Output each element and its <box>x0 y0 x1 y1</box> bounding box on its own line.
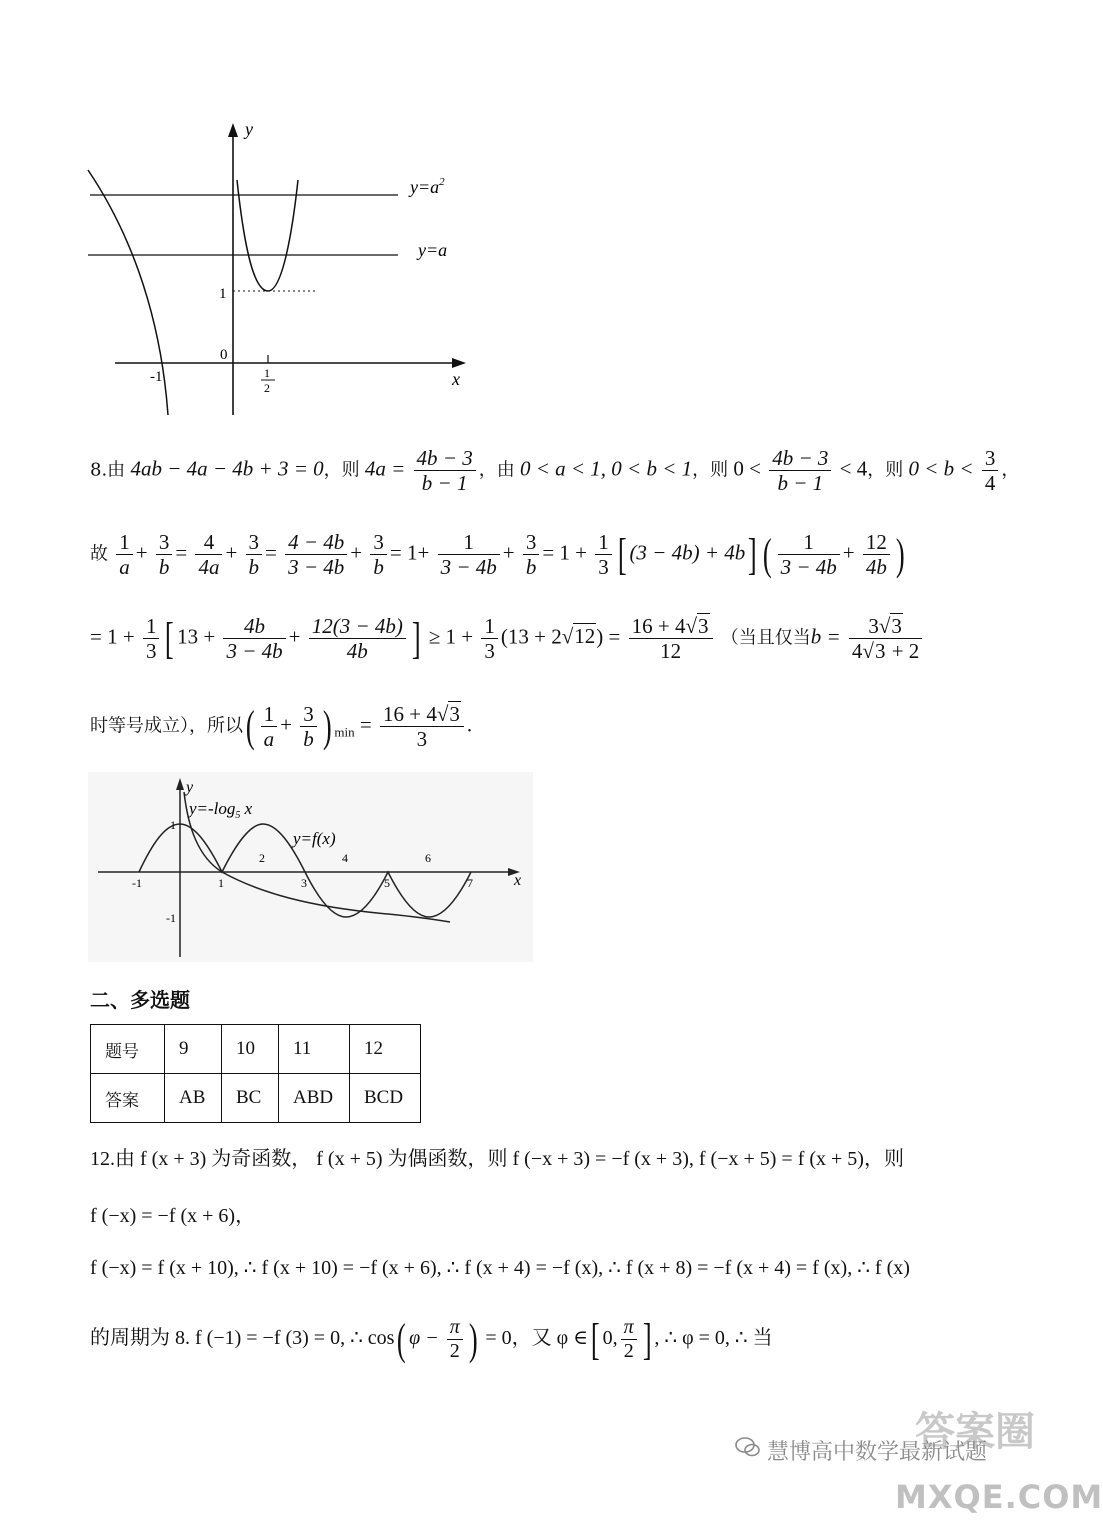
label-origin: 0 <box>220 347 228 363</box>
rparen: ) <box>895 529 905 579</box>
frac-num: 1 <box>778 530 840 555</box>
table-cell: BC <box>222 1074 279 1123</box>
lparen: ( <box>245 701 255 751</box>
x-tick-label: 3 <box>301 876 307 890</box>
cond-text: （当且仅当 <box>720 627 811 649</box>
table-cell: 10 <box>222 1025 279 1074</box>
x-tick-label: 6 <box>425 851 431 865</box>
watermark-stamp: 答案圈 <box>915 1409 1035 1455</box>
lead: 时等号成立），所以 <box>90 715 243 737</box>
after: = 0，又 φ ∈ <box>485 1327 589 1350</box>
frac-den: 4 <box>984 471 996 496</box>
x-tick-label: 5 <box>384 876 390 890</box>
frac-den: 2 <box>623 1340 634 1362</box>
frac-num: 3 <box>300 702 317 727</box>
q8-t4: ，则 <box>867 459 904 481</box>
lbracket: [ <box>165 613 175 663</box>
lead: = 1 + <box>90 624 135 649</box>
frac-num: 3 <box>370 530 387 555</box>
q8-line4: 时等号成立），所以( $\frac{1}{a}$ + $\frac{3}{b}$ ) $_{min}$ = $\frac{16 + 4√3}{3}$ . <box>90 701 473 752</box>
frac-num: 4b − 3 <box>414 446 476 471</box>
rparen: ) <box>468 1314 478 1364</box>
q8-res-left: 0 < b < <box>908 456 974 481</box>
q8-frac1 <box>414 446 476 495</box>
sqrt: 3 <box>449 702 460 726</box>
x-tick-label: 1 <box>218 876 224 890</box>
lbracket: [ <box>617 529 627 579</box>
frac <box>438 530 500 579</box>
frac-den: 3 − 4b <box>780 555 837 580</box>
end: . <box>466 712 473 737</box>
frac <box>156 530 173 579</box>
frac-den: b <box>303 727 314 752</box>
label-half-num: 1 <box>264 366 270 380</box>
br-in: 0, <box>602 1327 618 1350</box>
frac-den: 3 <box>416 727 428 752</box>
frac-den: 4b <box>865 555 887 580</box>
x-axis-arrow <box>452 358 466 368</box>
q12-line1: 12.由 f (x + 3) 为奇函数， f (x + 5) 为偶函数，则 f (−x + 3) = −f (x + 3), f (−x + 5) = f (x + 5)，则 <box>90 1148 904 1170</box>
frac-den: 4b <box>346 639 368 664</box>
frac-den: a <box>119 555 130 580</box>
frac-den: 3 − 4b <box>226 639 283 664</box>
frac-num: 12 <box>863 530 890 555</box>
frac-num: 3 <box>156 530 173 555</box>
rbracket: ] <box>748 529 757 579</box>
section-title: 二、多选题 <box>90 988 190 1012</box>
table-row <box>91 1025 421 1074</box>
frac <box>246 530 263 579</box>
frac-den: 2 <box>449 1340 460 1362</box>
watermark-site: MXQE.COM <box>895 1478 1103 1516</box>
sqrt-12: 12 <box>574 624 596 649</box>
frac-den: b <box>525 555 537 580</box>
q12-line4 <box>90 1316 773 1363</box>
frac-num: 4b − 3 <box>769 446 831 471</box>
min-sub: min <box>334 724 355 740</box>
frac-den: b <box>373 555 384 580</box>
q8-ineq-left: 0 < <box>733 456 761 481</box>
frac <box>261 702 278 751</box>
frac <box>370 530 387 579</box>
paren-pre: (13 + 2 <box>500 624 562 649</box>
frac <box>300 702 317 751</box>
den-pre: 4 <box>851 639 863 664</box>
frac-den: b − 1 <box>421 471 468 496</box>
frac-num: 4 <box>195 530 222 555</box>
q8-line1 <box>90 446 1019 495</box>
rbracket: ] <box>642 1314 652 1364</box>
frac-den: a <box>263 727 275 752</box>
q8-lead: 8.由 <box>90 459 126 481</box>
one: 1 <box>406 540 418 565</box>
sqrt: 3 <box>874 639 886 664</box>
q8-t5: ， <box>1001 459 1020 481</box>
frac-num: 4 − 4b <box>285 530 347 555</box>
eq: = <box>359 712 372 737</box>
frac-den: b <box>248 555 260 580</box>
graph-fx-figure <box>88 772 533 962</box>
ge: ≥ 1 + <box>428 624 474 649</box>
q8-line3: = 1 + $\frac{1}{3}$ [ 13 + $\frac{4b}{3 - 4b}$ + $\frac{12(3 - 4b)}{4b}$ ] ≥ 1 + $\frac{1}{3}$ (13 + 2√12) = $\frac{16 + 4√3}{12}$ （当且仅当b = $\frac{3√3}{4√3 + 2}$ <box>90 614 925 663</box>
f-label: y=f(x) <box>293 829 336 848</box>
frac-num: 1 <box>481 614 498 639</box>
bvar: b = <box>810 624 841 649</box>
frac-den: 3 <box>145 639 157 664</box>
table-cell: 题号 <box>91 1025 165 1074</box>
frac-num: 1 <box>143 614 160 639</box>
answer-table <box>90 1024 421 1123</box>
frac <box>143 614 160 663</box>
frac-num: 3√3 <box>849 614 922 639</box>
frac-den: 3 <box>484 639 495 664</box>
frac-den: 3 − 4b <box>440 555 497 580</box>
frac <box>629 614 713 663</box>
frac <box>778 530 840 579</box>
frac <box>621 1316 637 1363</box>
sqrt: 3 <box>891 614 902 638</box>
table-cell: 11 <box>279 1025 350 1074</box>
rbracket: ] <box>411 613 421 663</box>
line-a-label: y=a <box>418 240 448 260</box>
table-cell: AB <box>165 1074 222 1123</box>
frac <box>285 530 347 579</box>
frac-den: b <box>158 555 170 580</box>
x-tick-label: 7 <box>467 876 473 890</box>
frac <box>523 530 540 579</box>
y-axis-arrow <box>228 123 238 137</box>
wechat-icon <box>735 1436 761 1458</box>
q8-ineq-right: < 4 <box>839 456 868 481</box>
label-one-y: 1 <box>170 818 176 832</box>
frac <box>447 1316 463 1363</box>
table-row <box>91 1074 421 1123</box>
frac-num: 1 <box>116 530 133 555</box>
sqrt: 3 <box>698 614 709 638</box>
x-tick-label: 4 <box>342 851 348 865</box>
q8-t2: ，由 <box>478 459 515 481</box>
bracket-in: (3 − 4b) + 4b <box>629 540 746 565</box>
q8-frac2 <box>769 446 831 495</box>
table-cell: BCD <box>350 1074 421 1123</box>
lbracket: [ <box>590 1314 600 1364</box>
q8-frac3 <box>982 446 999 495</box>
frac <box>309 614 406 663</box>
q8-t1: ，则 <box>323 459 360 481</box>
line-a2-label: $y=a^2$ <box>410 176 445 197</box>
x-tick-label: -1 <box>132 876 142 890</box>
frac-num: 16 + 4√3 <box>380 702 464 727</box>
frac <box>195 530 222 579</box>
parabola-curve <box>237 180 298 291</box>
y-axis-label: y <box>245 119 253 139</box>
den-post: + 2 <box>886 639 920 664</box>
num-pre: 16 + 4 <box>631 614 686 638</box>
q8-l2-lead: 故 <box>90 543 108 565</box>
frac-num: π <box>621 1316 637 1340</box>
num-pre: 16 + 4 <box>382 702 437 726</box>
paren-in: φ − <box>409 1327 439 1350</box>
q12-line2: f (−x) = −f (x + 6)， <box>90 1205 256 1227</box>
label-half-den: 2 <box>264 381 270 395</box>
lparen: ( <box>762 529 772 579</box>
y-axis-label: y <box>186 779 194 796</box>
q8-lhs2: 4a = <box>364 456 406 481</box>
rparen: ) <box>322 701 332 751</box>
frac <box>116 530 133 579</box>
frac <box>863 530 890 579</box>
frac-num: 1 <box>595 530 612 555</box>
frac <box>849 614 922 663</box>
frac-num: 4b <box>223 614 285 639</box>
table-cell: 9 <box>165 1025 222 1074</box>
watermark <box>735 1400 1103 1520</box>
frac <box>223 614 285 663</box>
frac-num: 3 <box>982 446 999 471</box>
table-cell: 12 <box>350 1025 421 1074</box>
frac-num: π <box>447 1316 463 1340</box>
lparen: ( <box>397 1314 407 1364</box>
tail: , ∴ φ = 0, ∴ 当 <box>654 1327 773 1350</box>
q8-cond: 0 < a < 1, 0 < b < 1 <box>519 456 693 481</box>
log-label: $y=-\log_5$ x <box>189 799 253 821</box>
frac <box>380 702 464 751</box>
label-one: 1 <box>219 286 227 302</box>
q12-line3: f (−x) = f (x + 10), ∴ f (x + 10) = −f (x + 6), ∴ f (x + 4) = −f (x), ∴ f (x + 8) = −f (x + 4) = f (x), ∴ f (x) <box>90 1257 910 1279</box>
x-tick-label: 2 <box>259 851 265 865</box>
graph-parabola-figure <box>80 115 480 425</box>
term13: 13 + <box>177 624 216 649</box>
paren-post: ) <box>596 624 604 649</box>
frac <box>595 530 612 579</box>
q8-eq1: 4ab − 4a − 4b + 3 = 0 <box>130 456 324 481</box>
frac <box>481 614 498 663</box>
num-pre: 3 <box>868 614 879 638</box>
q12-l4-lead: 的周期为 8. f (−1) = −f (3) = 0, ∴ cos <box>90 1327 395 1350</box>
table-cell: ABD <box>279 1074 350 1123</box>
graph-bg <box>88 772 533 962</box>
frac-den: 3 <box>598 555 609 580</box>
label-neg-one-y: -1 <box>166 911 176 925</box>
q8-t3: ，则 <box>692 459 729 481</box>
frac-den: 4√3 + 2 <box>851 639 920 664</box>
watermark-text: 慧博高中数学最新试题 <box>767 1440 988 1465</box>
eq: = <box>608 624 621 649</box>
table-cell: 答案 <box>91 1074 165 1123</box>
label-neg-one: -1 <box>150 369 163 385</box>
x-axis-label: x <box>452 369 460 389</box>
frac-num: 12(3 − 4b) <box>309 614 406 639</box>
frac-den: b − 1 <box>777 471 824 496</box>
frac-num: 3 <box>523 530 540 555</box>
frac-den: 12 <box>660 639 682 664</box>
frac-num: 1 <box>438 530 500 555</box>
frac-num: 1 <box>261 702 278 727</box>
frac-den: 3 − 4b <box>288 555 345 580</box>
q8-line2: 故 $\frac{1}{a}$ + $\frac{3}{b}$ = $\frac{4}{4a}$ + $\frac{3}{b}$ = $\frac{4 - 4b}{3 - 4b}$ + $\frac{3}{b}$ = 1+ $\frac{1}{3 - 4b}$ + $\frac{3}{b}$ = 1 + $\frac{1}{3}$ [ (3 − 4b) + 4b] ( $\frac{1}{3 - 4b}$ + $\frac{12}{4b}$ ) <box>90 529 905 580</box>
frac-den: 4a <box>198 555 220 580</box>
frac-num: 3 <box>246 530 263 555</box>
frac-num: 16 + 4√3 <box>629 614 713 639</box>
x-axis-label: x <box>514 872 522 889</box>
